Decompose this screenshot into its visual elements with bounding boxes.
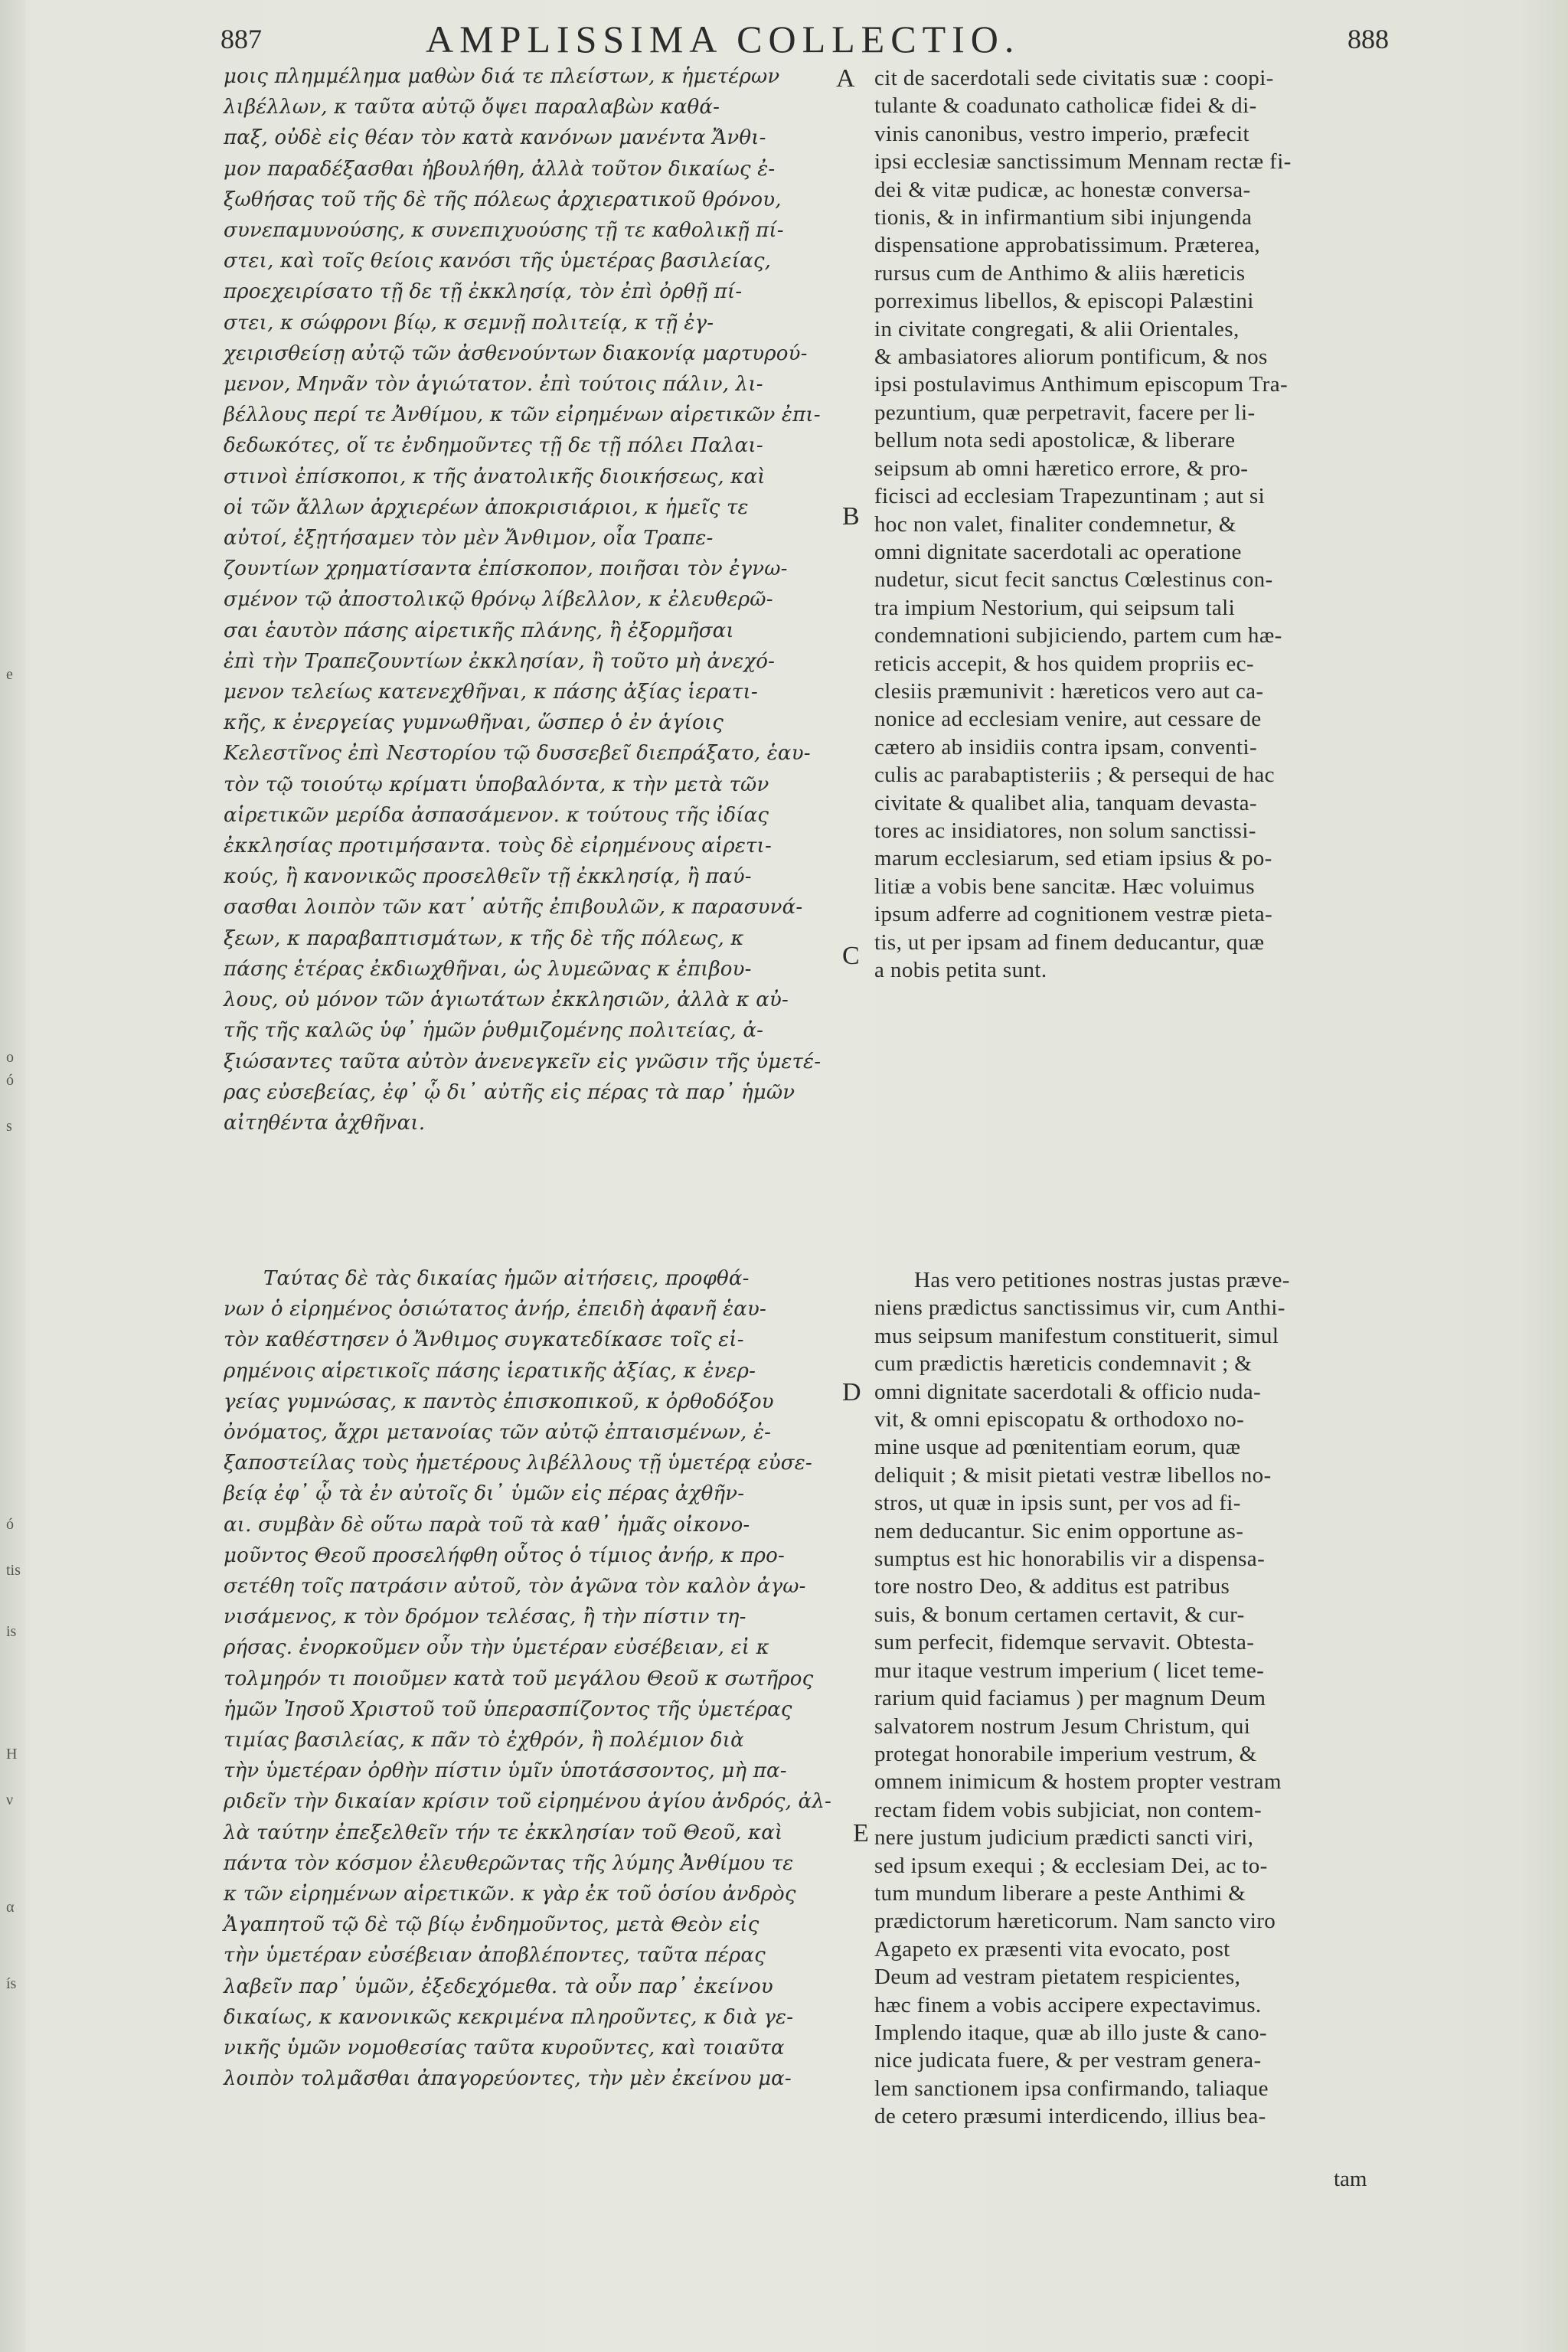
- gutter-fragment: tis: [6, 1562, 21, 1579]
- gutter-fragment: s: [6, 1118, 12, 1135]
- greek-text-line: ξεων, κ παραβαπτισμάτων, κ τῆς δὲ τῆς πόλεως, κ: [224, 926, 744, 950]
- section-marker-e: E: [853, 1819, 869, 1847]
- latin-text-line: ficisci ad ecclesiam Trapezuntinam ; aut si: [874, 484, 1266, 509]
- latin-text-line: lem sanctionem ipsa confirmando, taliaque: [874, 2076, 1269, 2101]
- latin-text-line: Implendo itaque, quæ ab illo juste & cano-: [874, 2020, 1267, 2045]
- latin-text-line: omnem inimicum & hostem propter vestram: [874, 1769, 1282, 1795]
- latin-text-line: prædictorum hæreticorum. Nam sancto viro: [874, 1909, 1276, 1934]
- latin-text-line: cum prædictis hæreticis condemnavit ; &: [874, 1351, 1253, 1377]
- greek-text-line: τὴν ὑμετέραν εὐσέβειαν ἀποβλέποντες, ταῦτα πέρας: [224, 1944, 766, 1968]
- latin-text-line: sumptus est hic honorabilis vir a dispensa-: [874, 1547, 1266, 1572]
- latin-text-line: civitate & qualibet alia, tanquam devasta-: [874, 790, 1257, 815]
- greek-text-line: βείᾳ ἐφ᾽ ᾧ τὰ ἐν αὐτοῖς δι᾽ ὑμῶν εἰς πέρας ἀχθῆν-: [224, 1482, 745, 1506]
- greek-text-line: λιβέλλων, κ ταῦτα αὐτῷ ὄψει παραλαβὼν καθά-: [224, 96, 720, 119]
- latin-text-line: condemnationi subjiciendo, partem cum hæ-: [874, 623, 1282, 648]
- latin-text-line: hæc finem a vobis accipere expectavimus.: [874, 1992, 1262, 2017]
- latin-text-line: nem deducantur. Sic enim opportune as-: [874, 1518, 1244, 1544]
- greek-text-line: λαβεῖν παρ᾽ ὑμῶν, ἐξεδεχόμεθα. τὰ οὖν παρ᾽ ἐκείνου: [224, 1975, 773, 1998]
- latin-text-line: tis, ut per ipsam ad finem deducantur, quæ: [874, 929, 1265, 955]
- greek-text-line: ξωθήσας τοῦ τῆς δὲ τῆς πόλεως ἀρχιερατικοῦ θρόνου,: [224, 188, 782, 211]
- greek-text-line: Ἀγαπητοῦ τῷ δὲ τῷ βίῳ ἐνδημοῦντος, μετὰ Θεὸν εἰς: [224, 1913, 760, 1937]
- greek-text-line: δεδωκότες, οἵ τε ἐνδημοῦντες τῇ δε τῇ πόλει Παλαι-: [224, 434, 763, 458]
- latin-text-line: omni dignitate sacerdotali & officio nuda-: [874, 1379, 1262, 1404]
- greek-text-line: λους, οὐ μόνον τῶν ἁγιωτάτων ἐκκλησιῶν, ἀλλὰ κ αὐ-: [224, 988, 789, 1012]
- latin-text-line: dispensatione approbatissimum. Præterea,: [874, 233, 1261, 258]
- greek-text-line: ξαποστείλας τοὺς ἡμετέρους λιβέλλους τῇ ὑμετέρᾳ εὐσε-: [224, 1452, 812, 1475]
- greek-text-line: ἡμῶν Ἰησοῦ Χριστοῦ τοῦ ὑπερασπίζοντος τῆς ὑμετέρας: [224, 1697, 792, 1721]
- latin-text-line: a nobis petita sunt.: [874, 958, 1047, 982]
- greek-text-line: παξ, οὐδὲ εἰς θέαν τὸν κατὰ κανόνων μανέντα Ἄνθι-: [224, 126, 766, 150]
- latin-text-line: sum perfecit, fidemque servavit. Obtesta-: [874, 1630, 1255, 1655]
- latin-text-line: tore nostro Deo, & additus est patribus: [874, 1574, 1230, 1599]
- gutter-fragment: ó: [6, 1072, 14, 1089]
- latin-text-line: mur itaque vestrum imperium ( licet teme-: [874, 1658, 1265, 1683]
- running-title: AMPLISSIMA COLLECTIO.: [426, 18, 1021, 60]
- greek-column-bottom: [224, 1263, 831, 2094]
- latin-text-line: rarium quid faciamus ) per magnum Deum: [874, 1686, 1266, 1711]
- latin-column-top: [874, 64, 1292, 984]
- latin-text-line: omni dignitate sacerdotali ac operatione: [874, 539, 1242, 564]
- latin-text-line: seipsum ab omni hæretico errore, & pro-: [874, 456, 1249, 481]
- greek-text-line: ὀνόματος, ἄχρι μετανοίας τῶν αὐτῷ ἐπταισμένων, ἐ-: [224, 1421, 772, 1445]
- latin-text-line: suis, & bonum certamen certavit, & cur-: [874, 1602, 1245, 1627]
- latin-text-line: marum ecclesiarum, sed etiam ipsius & po-: [874, 846, 1272, 871]
- catchword: tam: [1334, 2167, 1367, 2191]
- greek-text-line: μοις πλημμέλημα μαθὼν διά τε πλείστων, κ ἡμετέρων: [224, 65, 780, 88]
- greek-text-line: πάσης ἑτέρας ἐκδιωχθῆναι, ὡς λυμεῶνας κ ἐπιβου-: [224, 957, 752, 981]
- greek-text-line: νων ὁ εἰρημένος ὁσιώτατος ἀνήρ, ἐπειδὴ ἀφανῆ ἑαυ-: [224, 1298, 767, 1321]
- greek-text-line: τῆς τῆς καλῶς ὑφ᾽ ἡμῶν ῥυθμιζομένης πολιτείας, ἀ-: [224, 1019, 764, 1043]
- greek-text-line: ἐπὶ τὴν Τραπεζουντίων ἐκκλησίαν, ἢ τοῦτο μὴ ἀνεχό-: [224, 649, 776, 673]
- latin-text-line: dei & vitæ pudicæ, ac honestæ conversa-: [874, 177, 1251, 202]
- section-marker-c: C: [842, 942, 860, 970]
- greek-text-line: κῆς, κ ἐνεργείας γυμνωθῆναι, ὥσπερ ὁ ἐν ἁγίοις: [224, 711, 724, 735]
- greek-text-line: βέλλους περί τε Ἀνθίμου, κ τῶν εἰρημένων αἱρετικῶν ἐπι-: [224, 403, 821, 427]
- latin-text-line: ipsi postulavimus Anthimum episcopum Tra-: [874, 372, 1289, 397]
- latin-text-line: cætero ab insidiis contra ipsam, conventi-: [874, 734, 1258, 760]
- greek-text-line: σμένον τῷ ἀποστολικῷ θρόνῳ λίβελλον, κ ἐλευθερῶ-: [224, 588, 773, 612]
- page-header: [0, 17, 1568, 63]
- latin-text-line: tulante & coadunato catholicæ fidei & di-: [874, 93, 1257, 119]
- greek-text-line: ξιώσαντες ταῦτα αὐτὸν ἀνενεγκεῖν εἰς γνῶσιν τῆς ὑμετέ-: [224, 1050, 822, 1073]
- greek-text-line: αἱρετικῶν μερίδα ἀσπασάμενον. κ τούτους τῆς ἰδίας: [224, 803, 769, 827]
- gutter-fragment: ν: [6, 1792, 14, 1808]
- page-number-right: 888: [1348, 24, 1389, 54]
- greek-text-line: μον παραδέξασθαι ἠβουλήθη, ἀλλὰ τοῦτον δικαίως ἐ-: [224, 157, 776, 181]
- gutter-fragment: H: [6, 1746, 18, 1762]
- greek-text-line: σετέθη τοῖς πατράσιν αὐτοῦ, τὸν ἀγῶνα τὸν καλὸν ἀγω-: [224, 1575, 806, 1599]
- latin-text-line: culis ac parabaptisteriis ; & persequi de hac: [874, 763, 1275, 788]
- greek-text-line: αἰτηθέντα ἀχθῆναι.: [224, 1111, 426, 1135]
- greek-text-line: ἐκκλησίας προτιμήσαντα. τοὺς δὲ εἰρημένους αἱρετι-: [224, 835, 772, 858]
- greek-text-line: λοιπὸν τολμᾶσθαι ἀπαγορεύοντες, τὴν μὲν ἐκείνου μα-: [224, 2067, 792, 2091]
- greek-text-line: χειρισθείσῃ αὐτῷ τῶν ἀσθενούντων διακονίᾳ μαρτυρού-: [224, 341, 808, 365]
- greek-text-line: συνεπαμυνούσης, κ συνεπιχυούσης τῇ τε καθολικῇ πί-: [224, 219, 784, 243]
- latin-text-line: tum mundum liberare a peste Anthimi &: [874, 1880, 1246, 1906]
- latin-text-line: ipsi ecclesiæ sanctissimum Mennam rectæ fi-: [874, 149, 1292, 175]
- greek-text-line: Κελεστῖνος ἐπὶ Νεστορίου τῷ δυσσεβεῖ διεπράξατο, ἑαυ-: [224, 742, 811, 766]
- greek-text-line: στινοὶ ἐπίσκοποι, κ τῆς ἀνατολικῆς διοικήσεως, καὶ: [224, 465, 766, 488]
- page-number-left: 887: [220, 24, 262, 54]
- greek-text-line: νικῆς ὑμῶν νομοθεσίας ταῦτα κυροῦντες, καὶ τοιαῦτα: [224, 2037, 785, 2060]
- greek-text-line: τολμηρόν τι ποιοῦμεν κατὰ τοῦ μεγάλου Θεοῦ κ σωτῆρος: [224, 1667, 814, 1690]
- latin-text-line: Has vero petitiones nostras justas præve-: [914, 1268, 1290, 1292]
- latin-text-line: porreximus libellos, & episcopi Palæstini: [874, 289, 1254, 314]
- latin-text-line: stros, ut quæ in ipsis sunt, per vos ad fi-: [874, 1491, 1241, 1516]
- greek-text-line: σαι ἑαυτὸν πάσης αἱρετικῆς πλάνης, ἢ ἐξορμῆσαι: [224, 619, 734, 642]
- greek-text-line: τὸν τῷ τοιούτῳ κρίματι ὑποβαλόντα, κ τὴν μετὰ τῶν: [224, 773, 769, 796]
- greek-text-line: μοῦντος Θεοῦ προσελήφθη οὗτος ὁ τίμιος ἀνήρ, κ προ-: [224, 1544, 785, 1567]
- greek-text-line: στει, καὶ τοῖς θείοις κανόσι τῆς ὑμετέρας βασιλείας,: [224, 250, 772, 273]
- greek-text-line: αι. συμβὰν δὲ οὕτω παρὰ τοῦ τὰ καθ᾽ ἡμᾶς οἰκονο-: [224, 1513, 750, 1537]
- greek-text-line: γείας γυμνώσας, κ παντὸς ἐπισκοπικοῦ, κ ὀρθοδόξου: [224, 1390, 774, 1413]
- latin-text-line: nonice ad ecclesiam venire, aut cessare de: [874, 707, 1262, 732]
- greek-text-line: προεχειρίσατο τῇ δε τῇ ἐκκλησίᾳ, τὸν ἐπὶ ὀρθῇ πί-: [224, 280, 743, 304]
- gutter-fragment: o: [6, 1049, 14, 1066]
- latin-text-line: vit, & omni episcopatu & orthodoxo no-: [874, 1407, 1245, 1432]
- greek-column-top: [224, 61, 821, 1138]
- gutter-fragment: is: [6, 1623, 17, 1640]
- latin-text-line: deliquit ; & misit pietati vestræ libellos no-: [874, 1462, 1272, 1488]
- latin-text-line: Agapeto ex præsenti vita evocato, post: [874, 1936, 1230, 1962]
- latin-text-line: de cetero præsumi interdicendo, illius bea-: [874, 2104, 1266, 2129]
- latin-text-line: hoc non valet, finaliter condemnetur, &: [874, 511, 1236, 537]
- greek-text-line: πάντα τὸν κόσμον ἐλευθερῶντας τῆς λύμης Ἀνθίμου τε: [224, 1851, 794, 1875]
- greek-text-line: δικαίως, κ κανονικῶς κεκριμένα πληροῦντες, κ διὰ γε-: [224, 2005, 794, 2029]
- greek-text-line: στει, κ σώφρονι βίῳ, κ σεμνῇ πολιτείᾳ, κ τῇ ἐγ-: [224, 311, 714, 335]
- latin-text-line: clesiis præmunivit : hæreticos vero aut ca-: [874, 678, 1264, 704]
- greek-text-line: τὴν ὑμετέραν ὀρθὴν πίστιν ὑμῖν ὑποτάσσοντος, μὴ πα-: [224, 1759, 787, 1783]
- greek-text-line: Ταύτας δὲ τὰς δικαίας ἡμῶν αἰτήσεις, προφθά-: [263, 1267, 750, 1290]
- greek-text-line: ρήσας. ἐνορκοῦμεν οὖν τὴν ὑμετέραν εὐσέβειαν, εἰ κ: [224, 1636, 769, 1660]
- section-marker-d: D: [842, 1378, 861, 1406]
- greek-text-line: σασθαι λοιπὸν τῶν κατ᾽ αὐτῆς ἐπιβουλῶν, κ παρασυνά-: [224, 896, 803, 920]
- latin-text-line: tores ac insidiatores, non solum sanctissi-: [874, 818, 1256, 843]
- latin-text-line: salvatorem nostrum Jesum Christum, qui: [874, 1713, 1251, 1739]
- greek-text-line: οἱ τῶν ἄλλων ἀρχιερέων ἀποκρισιάριοι, κ ἡμεῖς τε: [224, 495, 749, 519]
- gutter-fragment: ís: [6, 1975, 17, 1992]
- latin-text-line: vinis canonibus, vestro imperio, præfecit: [874, 121, 1250, 146]
- latin-text-line: nudetur, sicut fecit sanctus Cœlestinus con-: [874, 567, 1273, 593]
- latin-text-line: tionis, & in infirmantium sibi injungenda: [874, 205, 1253, 230]
- latin-text-line: tra impium Nestorium, qui seipsum tali: [874, 595, 1236, 620]
- greek-text-line: μενον, Μηνᾶν τὸν ἁγιώτατον. ἐπὶ τούτοις πάλιν, λι-: [224, 373, 763, 397]
- greek-text-line: αὐτοί, ἐξῃτήσαμεν τὸν μὲν Ἄνθιμον, οἷα Τραπε-: [224, 527, 714, 550]
- latin-text-line: & ambasiatores aliorum pontificum, & nos: [874, 345, 1268, 370]
- latin-text-line: nere justum judicium prædicti sancti viri,: [874, 1825, 1254, 1851]
- gutter-fragment: ó: [6, 1516, 14, 1533]
- latin-text-line: sed ipsum exequi ; & ecclesiam Dei, ac to-: [874, 1853, 1268, 1878]
- greek-text-line: κ τῶν εἰρημένων αἱρετικῶν. κ γὰρ ἐκ τοῦ ὁσίου ἀνδρὸς: [224, 1883, 796, 1906]
- gutter-fragment: e: [6, 666, 13, 683]
- latin-text-line: ipsum adferre ad cognitionem vestræ pieta-: [874, 902, 1273, 927]
- greek-text-line: ζουντίων χρηματίσαντα ἐπίσκοπον, ποιῆσαι τὸν ἐγνω-: [224, 557, 788, 581]
- greek-text-line: τὸν καθέστησεν ὁ Ἄνθιμος συγκατεδίκασε τοῖς εἰ-: [224, 1328, 744, 1352]
- greek-text-line: ριδεῖν τὴν δικαίαν κρίσιν τοῦ εἰρημένου ἁγίου ἀνδρός, ἀλ-: [224, 1790, 831, 1814]
- section-marker-a: A: [836, 64, 855, 93]
- greek-text-line: λὰ ταύτην ἐπεξελθεῖν τήν τε ἐκκλησίαν τοῦ Θεοῦ, καὶ: [224, 1821, 783, 1844]
- latin-text-line: nice judicata fuere, & per vestram genera-: [874, 2048, 1262, 2073]
- latin-text-line: mus seipsum manifestum constituerit, simul: [874, 1323, 1279, 1348]
- greek-text-line: κούς, ἢ κανονικῶς προσελθεῖν τῇ ἐκκλησίᾳ, ἢ παύ-: [224, 865, 752, 889]
- latin-text-line: Deum ad vestram pietatem respicientes,: [874, 1965, 1241, 1990]
- greek-text-line: μενον τελείως κατενεχθῆναι, κ πάσης ἀξίας ἱερατι-: [224, 681, 758, 704]
- latin-text-line: bellum nota sedi apostolicæ, & liberare: [874, 428, 1236, 453]
- greek-text-line: τιμίας βασιλείας, κ πᾶν τὸ ἐχθρόν, ἢ πολέμιον διὰ: [224, 1729, 744, 1753]
- greek-text-line: ρας εὐσεβείας, ἐφ᾽ ᾧ δι᾽ αὐτῆς εἰς πέρας τὰ παρ᾽ ἡμῶν: [224, 1080, 795, 1104]
- latin-text-line: pezuntium, quæ perpetravit, facere per li-: [874, 400, 1256, 425]
- latin-column-bottom: [874, 1266, 1290, 2131]
- gutter-fragment: α: [6, 1899, 15, 1916]
- latin-text-line: mine usque ad pœnitentiam eorum, quæ: [874, 1435, 1241, 1460]
- latin-text-line: cit de sacerdotali sede civitatis suæ : coopi-: [874, 66, 1274, 90]
- section-marker-b: B: [842, 502, 860, 531]
- greek-text-line: νισάμενος, κ τὸν δρόμον τελέσας, ἢ τὴν πίστιν τη-: [224, 1606, 746, 1629]
- latin-text-line: rectam fidem vobis subjiciat, non contem-: [874, 1797, 1263, 1822]
- latin-text-line: niens prædictus sanctissimus vir, cum Anthi-: [874, 1295, 1285, 1321]
- latin-text-line: rursus cum de Anthimo & aliis hæreticis: [874, 260, 1246, 286]
- latin-text-line: reticis accepit, & hos quidem propriis ec-: [874, 651, 1254, 676]
- latin-text-line: protegat honorabile imperium vestrum, &: [874, 1741, 1257, 1766]
- greek-text-line: ρημένοις αἱρετικοῖς πάσης ἱερατικῆς ἀξίας, κ ἐνερ-: [224, 1359, 756, 1383]
- latin-text-line: litiæ a vobis bene sancitæ. Hæc voluimus: [874, 874, 1255, 899]
- latin-text-line: in civitate congregati, & alii Orientales,: [874, 316, 1240, 341]
- facing-page-edge: [0, 0, 26, 2352]
